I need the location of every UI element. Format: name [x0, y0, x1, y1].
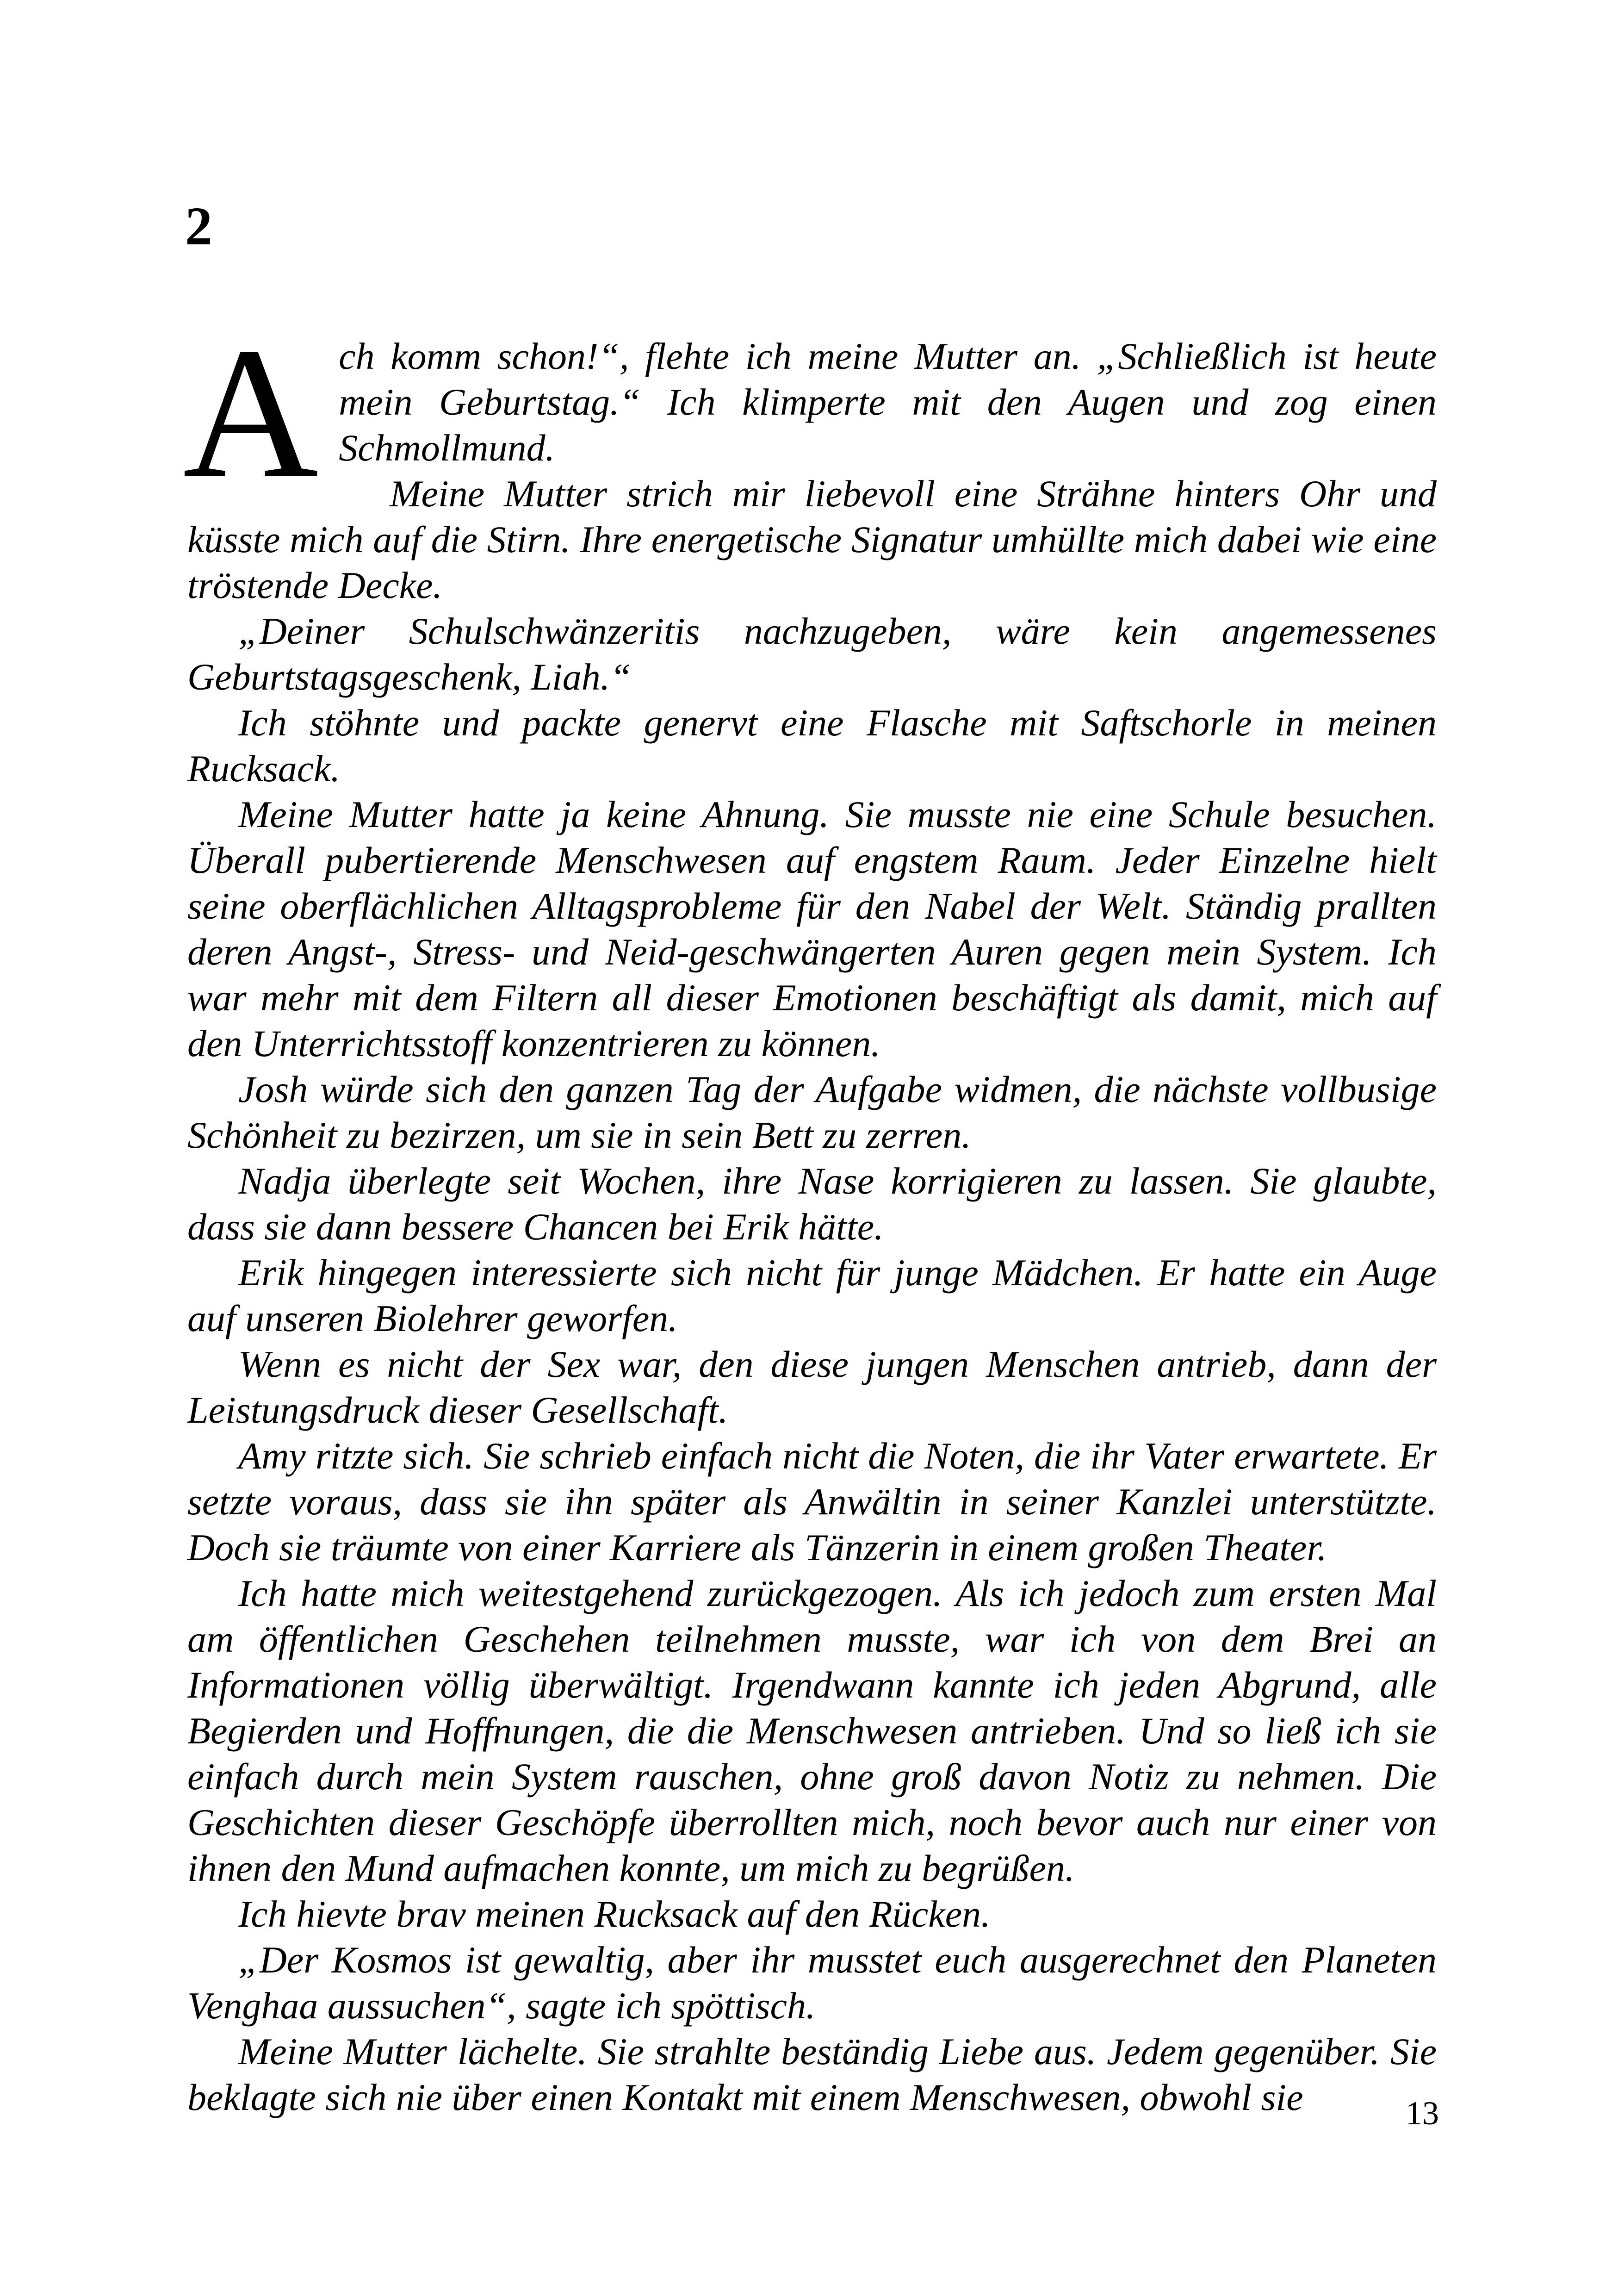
chapter-number: 2 [185, 196, 212, 256]
paragraph-text: ch komm schon!“, flehte ich meine Mutter an. „Schließlich ist heute mein Geburtstag.“ Ich klimperte mit den Augen und zog einen Schmollmund. [339, 335, 1437, 469]
paragraph: Nadja überlegte seit Wochen, ihre Nase korrigieren zu lassen. Sie glaubte, dass sie dann bessere Chancen bei Erik hätte. [187, 1160, 1437, 1248]
paragraph [183, 308, 1437, 516]
paragraph: Meine Mutter strich mir liebevoll eine Strähne hinters Ohr und küsste mich auf die Stirn. Ihre energetische Signatur umhüllte mich dabei wie eine tröstende Decke. [187, 473, 1437, 606]
paragraph: „Deiner Schulschwänzeritis nachzugeben, wäre kein angemessenes Geburtstagsgeschenk, Liah.“ [187, 610, 1437, 698]
paragraph: Meine Mutter hatte ja keine Ahnung. Sie musste nie eine Schule besuchen. Überall pubertierende Menschwesen auf engstem Raum. Jeder Einzelne hielt seine oberflächlichen Alltagsprobleme für den Nabel der Welt. Ständig prallten deren Angst-, Stress- und Neid-geschwängerten Auren gegen mein System. Ich war mehr mit dem Filtern all dieser Emotionen beschäftigt als damit, mich auf den Unterrichtsstoff konzentrieren zu können. [187, 793, 1437, 1064]
paragraph: Ich hievte brav meinen Rucksack auf den Rücken. [238, 1893, 991, 1935]
paragraph: Ich stöhnte und packte genervt eine Flasche mit Saftschorle in meinen Rucksack. [187, 702, 1437, 790]
paragraph: Josh würde sich den ganzen Tag der Aufgabe widmen, die nächste vollbusige Schönheit zu bezirzen, um sie in sein Bett zu zerren. [187, 1068, 1437, 1156]
paragraph: Meine Mutter lächelte. Sie strahlte beständig Liebe aus. Jedem gegenüber. Sie beklagte sich nie über einen Kontakt mit einem Menschwesen, obwohl sie [187, 2030, 1437, 2118]
paragraph: Wenn es nicht der Sex war, den diese jungen Menschen antrieb, dann der Leistungsdruck dieser Gesellschaft. [187, 1343, 1437, 1431]
paragraph: Erik hingegen interessierte sich nicht für junge Mädchen. Er hatte ein Auge auf unseren Biolehrer geworfen. [187, 1251, 1437, 1339]
page-number: 13 [1406, 2095, 1439, 2132]
paragraph: Ich hatte mich weitestgehend zurückgezogen. Als ich jedoch zum ersten Mal am öffentlichen Geschehen teilnehmen musste, war ich von dem Brei an Informationen völlig überwältigt. Irgendwann kannte ich jeden Abgrund, alle Begierden und Hoffnungen, die die Menschwesen antrieben. Und so ließ ich sie einfach durch mein System rauschen, ohne groß davon Notiz zu nehmen. Die Geschichten dieser Geschöpfe überrollten mich, noch bevor auch nur einer von ihnen den Mund aufmachen konnte, um mich zu begrüßen. [187, 1572, 1437, 1889]
body-text [183, 308, 1437, 2120]
paragraph: „Der Kosmos ist gewaltig, aber ihr musstet euch ausgerechnet den Planeten Venghaa aussuchen“, sagte ich spöttisch. [187, 1939, 1437, 2027]
paragraph: Amy ritzte sich. Sie schrieb einfach nicht die Noten, die ihr Vater erwartete. Er setzte voraus, dass sie ihn später als Anwältin in seiner Kanzlei unterstützte. Doch sie träumte von einer Karriere als Tänzerin in einem großen Theater. [187, 1435, 1437, 1568]
drop-cap: A [183, 308, 319, 516]
